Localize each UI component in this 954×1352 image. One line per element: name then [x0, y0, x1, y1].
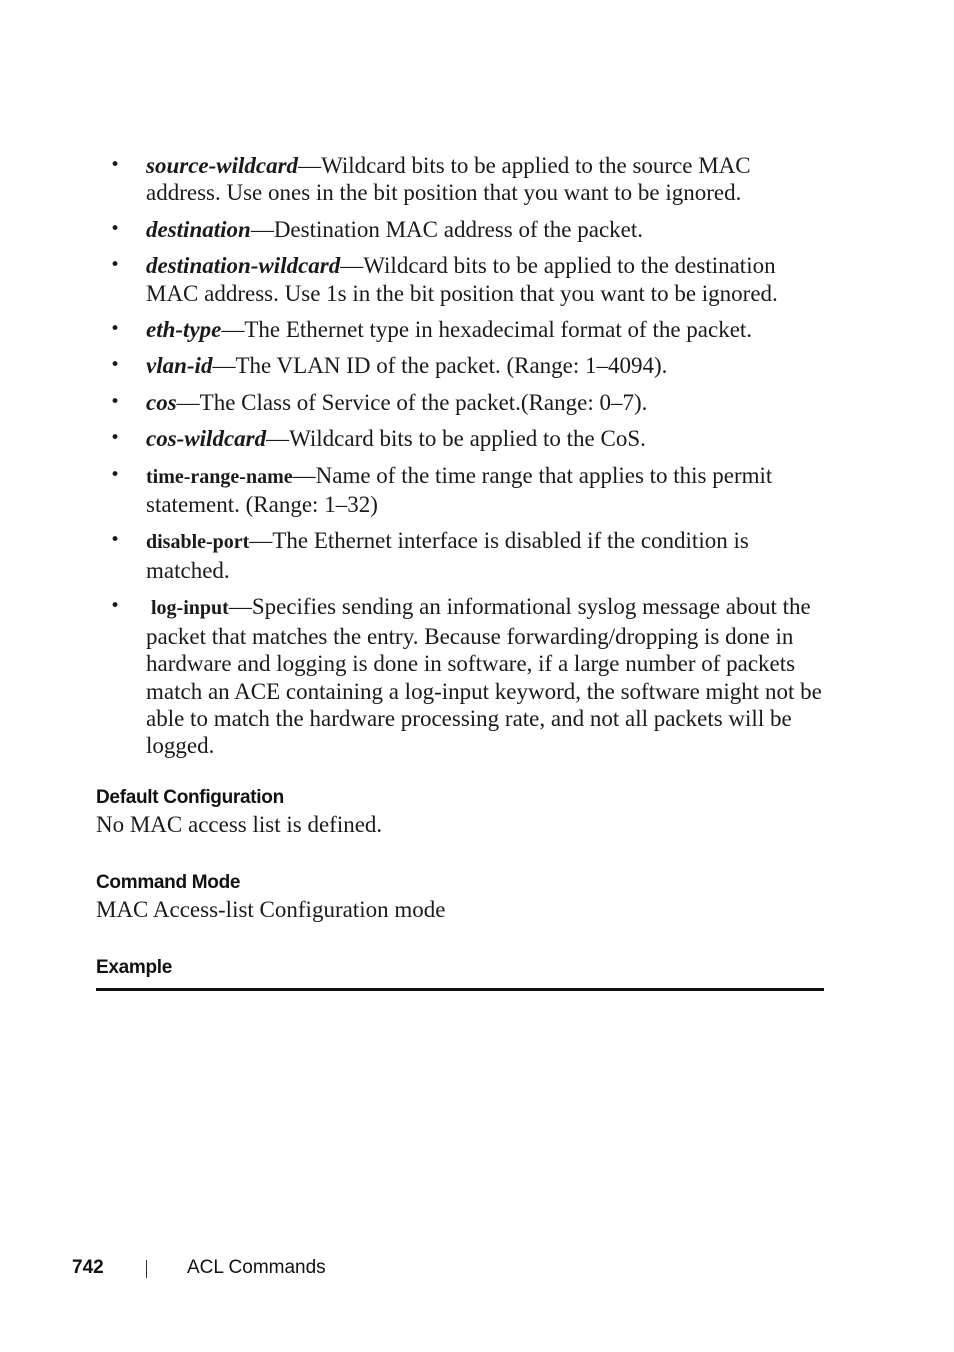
bullet-icon: •	[110, 255, 121, 276]
param-description: —The Ethernet interface is disabled if the condition is matched.	[146, 528, 749, 583]
bullet-item	[0, 352, 826, 379]
param-term: cos	[146, 389, 177, 415]
bullet-icon: •	[110, 218, 121, 239]
bullet-icon: •	[110, 355, 121, 376]
chapter-title: ACL Commands	[187, 1257, 326, 1278]
section-divider	[96, 988, 824, 991]
parameter-list	[0, 152, 954, 769]
param-description: —The VLAN ID of the packet. (Range: 1–4094).	[212, 353, 668, 379]
command-mode-text: MAC Access-list Configuration mode	[96, 897, 446, 922]
param-description: —The Class of Service of the packet.(Range: 0–7).	[176, 389, 648, 415]
bullet-item	[0, 252, 826, 307]
bullet-item	[0, 462, 826, 519]
param-description: —Specifies sending an informational syslog message about the packet that matches the entry. Because forwarding/dropping is done in hardware and logging is done in software, if a large number of packets match an ACE containing a log-input keyword, the software might not be able to match the hardware processing rate, and not all packets will be logged.	[146, 594, 822, 759]
bullet-item	[0, 216, 826, 243]
bullet-icon: •	[110, 596, 121, 617]
default-configuration-text: No MAC access list is defined.	[96, 812, 383, 837]
bullet-item	[0, 425, 826, 452]
param-description: —Destination MAC address of the packet.	[250, 216, 644, 242]
bullet-icon: •	[110, 428, 121, 449]
footer-separator	[146, 1260, 147, 1278]
bullet-item	[0, 316, 826, 343]
bullet-item	[0, 389, 826, 416]
param-term: vlan-id	[146, 353, 213, 379]
param-term: destination	[146, 216, 251, 242]
bullet-icon: •	[110, 464, 121, 485]
param-term: source-wildcard	[146, 153, 299, 178]
param-term: time-range-name	[146, 465, 293, 488]
bullet-icon: •	[110, 391, 121, 412]
default-configuration-heading: Default Configuration	[96, 787, 284, 808]
param-description: —Wildcard bits to be applied to the destination MAC address. Use 1s in the bit position that you want to be ignored.	[146, 253, 778, 306]
bullet-item	[0, 527, 826, 584]
bullet-item	[0, 593, 826, 759]
param-term: destination-wildcard	[146, 253, 341, 279]
param-description: —Wildcard bits to be applied to the source MAC address. Use ones in the bit position that you want to be ignored.	[146, 153, 751, 206]
bullet-item	[0, 152, 826, 207]
param-term: log-input	[146, 597, 229, 620]
param-description: —Name of the time range that applies to this permit statement. (Range: 1–32)	[146, 462, 773, 518]
bullet-icon: •	[110, 530, 121, 551]
param-term: disable-port	[146, 531, 250, 554]
bullet-icon: •	[110, 319, 121, 340]
bullet-icon: •	[110, 155, 121, 175]
example-heading: Example	[96, 957, 173, 978]
param-term: cos-wildcard	[146, 426, 267, 452]
command-mode-heading: Command Mode	[96, 872, 241, 893]
param-term: eth-type	[146, 317, 222, 343]
param-description: —Wildcard bits to be applied to the CoS.	[266, 426, 646, 452]
param-description: —The Ethernet type in hexadecimal format of the packet.	[221, 317, 753, 343]
page-number: 742	[72, 1257, 104, 1278]
